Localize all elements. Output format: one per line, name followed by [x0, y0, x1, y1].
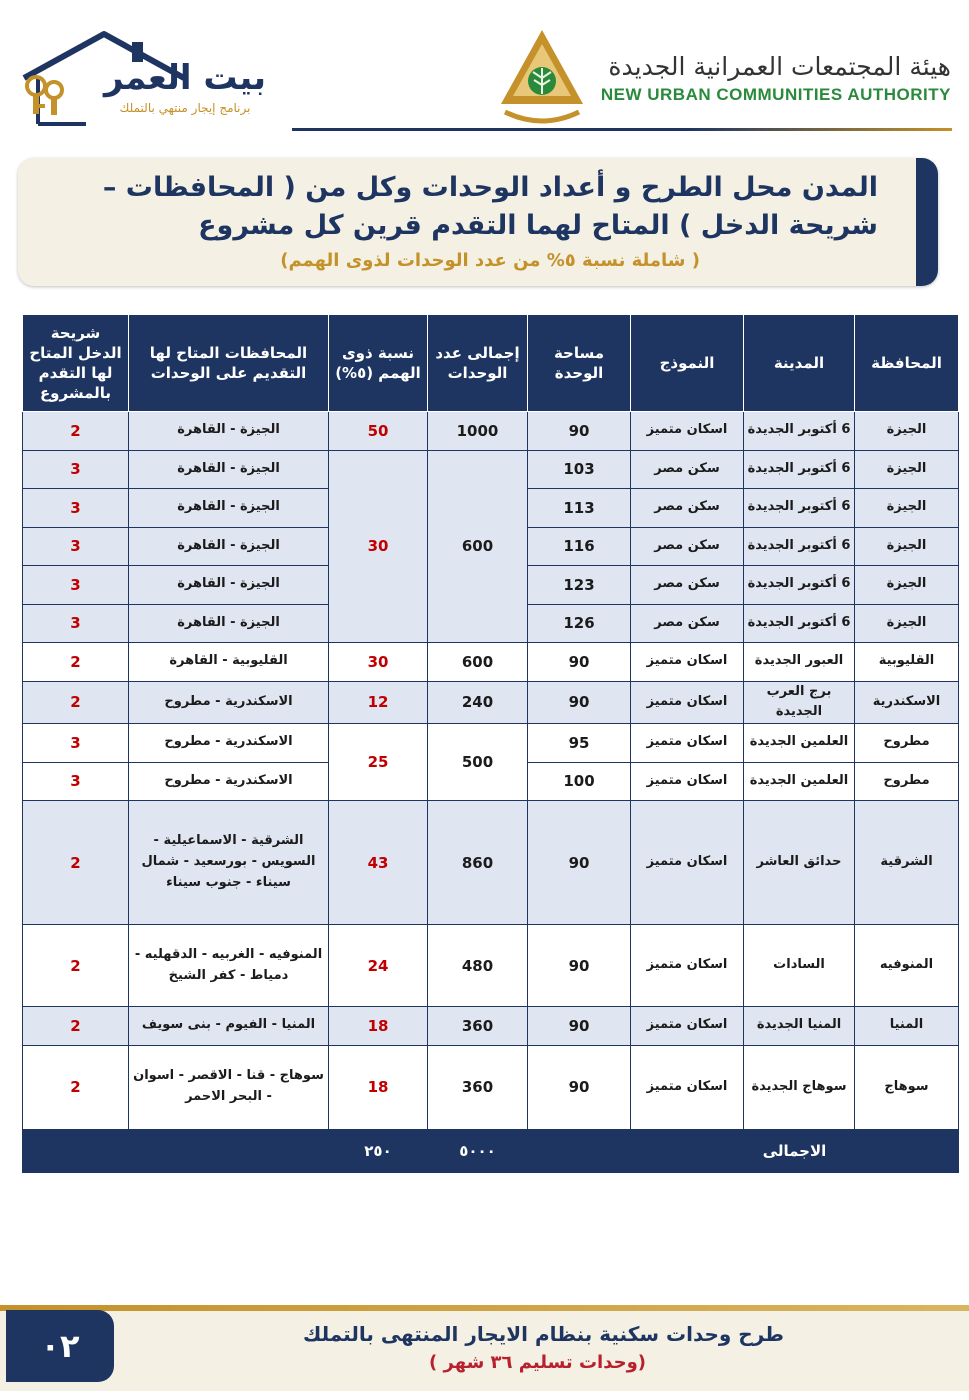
- cell-model: اسكان متميز: [631, 412, 744, 451]
- cell-allowed-govs: القليوبية - القاهرة: [129, 643, 329, 682]
- cell-total-units: 240: [428, 681, 528, 724]
- title-subtitle: ( شاملة نسبة ٥% من عدد الوحدات لذوى الهمم): [280, 250, 700, 271]
- page-number-badge: ٠٢: [6, 1310, 114, 1382]
- cell-governorate: الجيزة: [855, 450, 959, 489]
- cell-city: السادات: [744, 925, 855, 1007]
- cell-area: 90: [528, 412, 631, 451]
- total-empty-cell: [528, 1129, 631, 1172]
- footer-title: طرح وحدات سكنية بنظام الايجار المنتهى بالتملك: [302, 1322, 784, 1346]
- cell-model: اسكان متميز: [631, 643, 744, 682]
- table-row: [23, 1045, 959, 1129]
- cell-model: اسكان متميز: [631, 801, 744, 925]
- cell-income-tier: 2: [23, 1007, 129, 1046]
- cell-income-tier: 3: [23, 450, 129, 489]
- cell-area: 90: [528, 1007, 631, 1046]
- cell-disabled-share: 12: [329, 681, 428, 724]
- header-city: المدينة: [744, 315, 855, 412]
- footer-band: [0, 1305, 969, 1395]
- cell-allowed-govs: الجيزة - القاهرة: [129, 566, 329, 605]
- cell-disabled-share: 18: [329, 1007, 428, 1046]
- header-total-units: إجمالى عدد الوحدات: [428, 315, 528, 412]
- cell-allowed-govs: الاسكندرية - مطروح: [129, 681, 329, 724]
- authority-name-ar: هيئة المجتمعات العمرانية الجديدة: [608, 52, 951, 81]
- title-line-2: شريحة الدخل ) المتاح لهما التقدم قرين كل مشروع: [198, 210, 878, 241]
- cell-income-tier: 3: [23, 566, 129, 605]
- cell-governorate: الجيزة: [855, 527, 959, 566]
- cell-total-units: 500: [428, 724, 528, 801]
- cell-governorate: مطروح: [855, 724, 959, 763]
- cell-income-tier: 2: [23, 1045, 129, 1129]
- cell-model: سكن مصر: [631, 604, 744, 643]
- cell-model: اسكان متميز: [631, 681, 744, 724]
- cell-area: 116: [528, 527, 631, 566]
- cell-city: المنيا الجديدة: [744, 1007, 855, 1046]
- cell-model: اسكان متميز: [631, 724, 744, 763]
- cell-total-units: 860: [428, 801, 528, 925]
- cell-governorate: الاسكندرية: [855, 681, 959, 724]
- page-header: [0, 0, 969, 140]
- cell-disabled-share: 18: [329, 1045, 428, 1129]
- cell-allowed-govs: الشرقية - الاسماعيلية - السويس - بورسعيد - شمال سيناء - جنوب سيناء: [129, 801, 329, 925]
- cell-total-units: 360: [428, 1007, 528, 1046]
- cell-disabled-share: 43: [329, 801, 428, 925]
- cell-disabled-share: 24: [329, 925, 428, 1007]
- total-disabled-share: ٢٥٠: [329, 1129, 428, 1172]
- cell-income-tier: 2: [23, 925, 129, 1007]
- cell-area: 123: [528, 566, 631, 605]
- cell-city: 6 أكتوبر الجديدة: [744, 527, 855, 566]
- cell-governorate: الشرقية: [855, 801, 959, 925]
- table-header-row: [23, 315, 959, 412]
- units-table: [22, 314, 959, 1173]
- cell-allowed-govs: الجيزة - القاهرة: [129, 412, 329, 451]
- cell-total-units: 600: [428, 450, 528, 643]
- table-row: [23, 724, 959, 763]
- authority-name-en: NEW URBAN COMMUNITIES AUTHORITY: [600, 85, 951, 104]
- cell-area: 113: [528, 489, 631, 528]
- table-row: [23, 801, 959, 925]
- cell-area: 126: [528, 604, 631, 643]
- cell-disabled-share: 30: [329, 643, 428, 682]
- cell-total-units: 480: [428, 925, 528, 1007]
- table-row: [23, 1007, 959, 1046]
- cell-city: 6 أكتوبر الجديدة: [744, 566, 855, 605]
- cell-model: سكن مصر: [631, 489, 744, 528]
- total-empty-cell: [23, 1129, 129, 1172]
- title-accent-bar: [916, 158, 938, 286]
- cell-model: سكن مصر: [631, 566, 744, 605]
- cell-allowed-govs: الاسكندرية - مطروح: [129, 724, 329, 763]
- footer-subtitle: (وحدات تسليم ٣٦ شهر ): [429, 1352, 646, 1373]
- cell-city: 6 أكتوبر الجديدة: [744, 450, 855, 489]
- cell-city: 6 أكتوبر الجديدة: [744, 412, 855, 451]
- cell-allowed-govs: الجيزة - القاهرة: [129, 450, 329, 489]
- cell-governorate: الجيزة: [855, 604, 959, 643]
- cell-governorate: المنيا: [855, 1007, 959, 1046]
- cell-total-units: 360: [428, 1045, 528, 1129]
- header-model: النموذج: [631, 315, 744, 412]
- cell-city: سوهاج الجديدة: [744, 1045, 855, 1129]
- table-row: [23, 681, 959, 724]
- cell-income-tier: 3: [23, 527, 129, 566]
- cell-area: 95: [528, 724, 631, 763]
- cell-governorate: القليوبية: [855, 643, 959, 682]
- cell-area: 90: [528, 925, 631, 1007]
- cell-disabled-share: 25: [329, 724, 428, 801]
- nuca-texts: [601, 52, 951, 105]
- cell-city: 6 أكتوبر الجديدة: [744, 604, 855, 643]
- table-row: [23, 412, 959, 451]
- header-disabled-share: نسبة ذوى الهمم (٥%): [329, 315, 428, 412]
- cell-area: 90: [528, 1045, 631, 1129]
- cell-city: حدائق العاشر: [744, 801, 855, 925]
- cell-model: اسكان متميز: [631, 1007, 744, 1046]
- nuca-emblem-icon: [497, 26, 587, 131]
- cell-area: 100: [528, 762, 631, 801]
- cell-area: 90: [528, 681, 631, 724]
- cell-total-units: 1000: [428, 412, 528, 451]
- cell-income-tier: 3: [23, 762, 129, 801]
- cell-income-tier: 2: [23, 681, 129, 724]
- table-row: [23, 925, 959, 1007]
- cell-area: 90: [528, 801, 631, 925]
- title-box: [18, 158, 938, 286]
- cell-area: 90: [528, 643, 631, 682]
- cell-governorate: الجيزة: [855, 489, 959, 528]
- cell-governorate: سوهاج: [855, 1045, 959, 1129]
- cell-allowed-govs: المنيا - الفيوم - بنى سويف: [129, 1007, 329, 1046]
- cell-model: سكن مصر: [631, 450, 744, 489]
- cell-governorate: مطروح: [855, 762, 959, 801]
- nuca-logo: [497, 26, 951, 131]
- cell-income-tier: 2: [23, 412, 129, 451]
- header-governorate: المحافظة: [855, 315, 959, 412]
- cell-allowed-govs: سوهاج - قنا - الاقصر - اسوان - البحر الاحمر: [129, 1045, 329, 1129]
- table-row: [23, 450, 959, 489]
- table-total-row: [23, 1129, 959, 1172]
- cell-area: 103: [528, 450, 631, 489]
- cell-model: سكن مصر: [631, 527, 744, 566]
- total-empty-cell: [129, 1129, 329, 1172]
- cell-governorate: المنوفيه: [855, 925, 959, 1007]
- table-row: [23, 643, 959, 682]
- cell-city: 6 أكتوبر الجديدة: [744, 489, 855, 528]
- cell-income-tier: 3: [23, 604, 129, 643]
- cell-model: اسكان متميز: [631, 1045, 744, 1129]
- cell-allowed-govs: الجيزة - القاهرة: [129, 604, 329, 643]
- header-area: مساحة الوحدة: [528, 315, 631, 412]
- cell-city: العلمين الجديدة: [744, 724, 855, 763]
- cell-income-tier: 2: [23, 801, 129, 925]
- cell-governorate: الجيزة: [855, 566, 959, 605]
- cell-city: برج العرب الجديدة: [744, 681, 855, 724]
- program-logo-subtitle: برنامج إيجار منتهي بالتملك: [119, 101, 251, 115]
- cell-allowed-govs: الاسكندرية - مطروح: [129, 762, 329, 801]
- total-label: الاجمالى: [631, 1129, 959, 1172]
- cell-allowed-govs: الجيزة - القاهرة: [129, 489, 329, 528]
- header-allowed-govs: المحافظات المتاح لها التقديم على الوحدات: [129, 315, 329, 412]
- cell-city: العبور الجديدة: [744, 643, 855, 682]
- header-divider: [292, 128, 952, 131]
- cell-model: اسكان متميز: [631, 925, 744, 1007]
- cell-city: العلمين الجديدة: [744, 762, 855, 801]
- cell-disabled-share: 30: [329, 450, 428, 643]
- cell-allowed-govs: الجيزة - القاهرة: [129, 527, 329, 566]
- cell-income-tier: 3: [23, 489, 129, 528]
- total-units: ٥٠٠٠: [428, 1129, 528, 1172]
- cell-income-tier: 2: [23, 643, 129, 682]
- program-logo-title: بيت العمر: [103, 58, 267, 98]
- header-income-tier: شريحة الدخل المتاح لها التقدم بالمشروع: [23, 315, 129, 412]
- cell-allowed-govs: المنوفيه - الغربيه - الدقهليه - دمياط - كفر الشيخ: [129, 925, 329, 1007]
- cell-governorate: الجيزة: [855, 412, 959, 451]
- cell-total-units: 600: [428, 643, 528, 682]
- title-line-1: المدن محل الطرح و أعداد الوحدات وكل من ( المحافظات –: [102, 172, 878, 203]
- cell-model: اسكان متميز: [631, 762, 744, 801]
- cell-income-tier: 3: [23, 724, 129, 763]
- cell-disabled-share: 50: [329, 412, 428, 451]
